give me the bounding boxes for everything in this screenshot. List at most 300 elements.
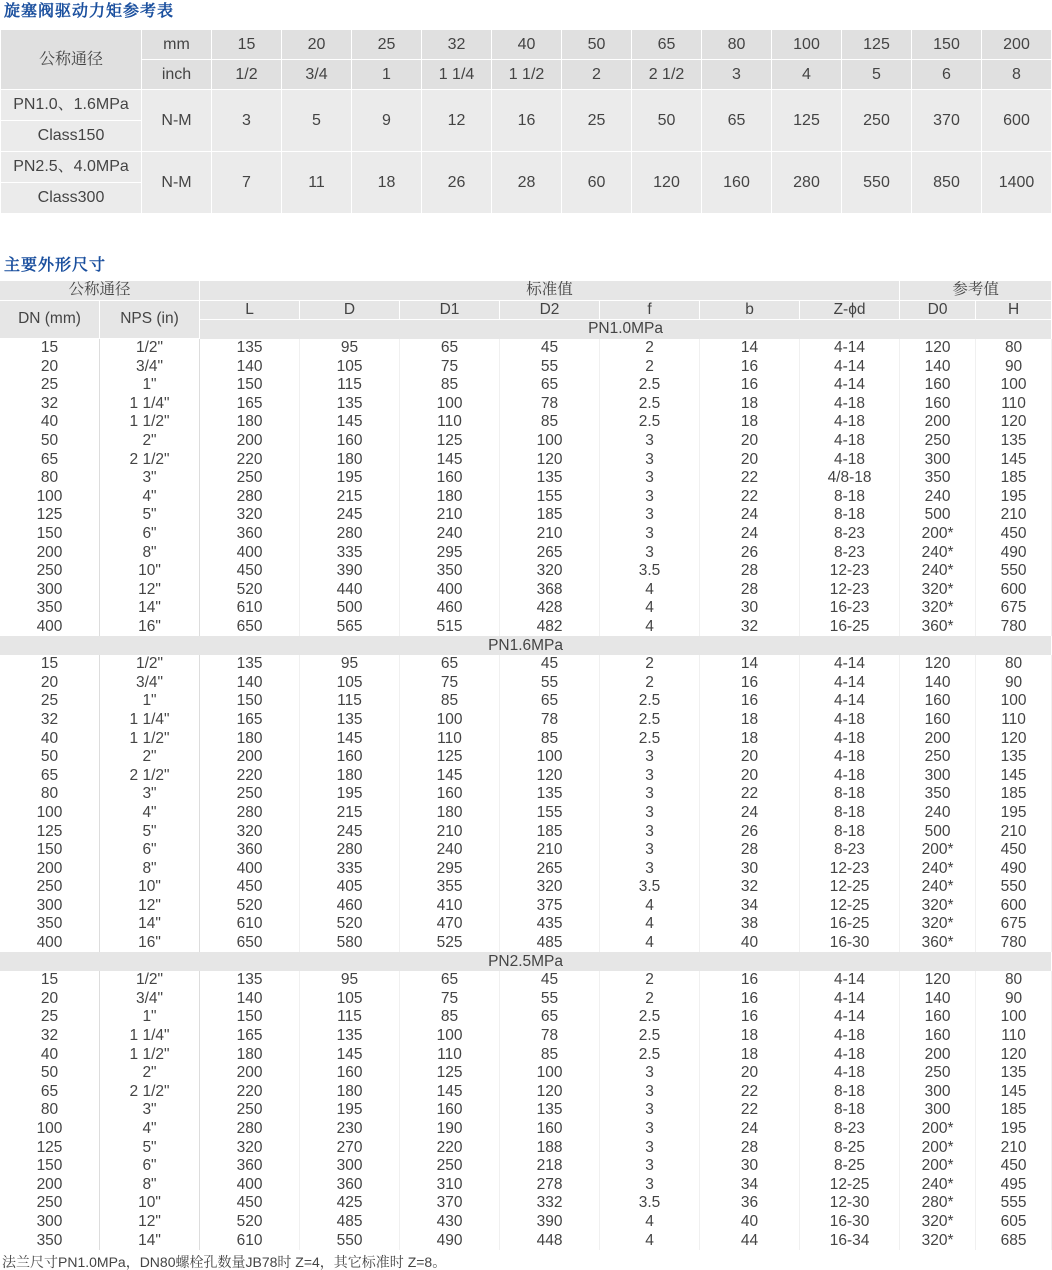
table-cell: 280 [300, 841, 400, 860]
table-cell: 4 [600, 934, 700, 953]
table-cell: 85 [400, 1008, 500, 1027]
table-cell: 12-25 [800, 878, 900, 897]
table-cell: 65 [0, 450, 100, 469]
table-cell: 2" [100, 1064, 200, 1083]
table-cell: 12-23 [800, 859, 900, 878]
table-cell: 180 [300, 1083, 400, 1102]
table-cell: 1" [100, 376, 200, 395]
table-cell: 18 [700, 1027, 800, 1046]
table-cell: 4-14 [800, 971, 900, 990]
table-cell: 75 [400, 673, 500, 692]
table-cell: 4 [600, 915, 700, 934]
table-cell: 4-14 [800, 357, 900, 376]
torque-value-cell: 125 [772, 90, 841, 151]
table-row [0, 525, 1052, 544]
table-cell: 6" [100, 1157, 200, 1176]
table-cell: 160 [400, 469, 500, 488]
table-cell: 400 [200, 859, 300, 878]
table-cell: 320* [900, 599, 976, 618]
size-inch-cell: 2 1/2 [632, 60, 701, 89]
table-cell: 3 [600, 859, 700, 878]
table-cell: 195 [300, 1101, 400, 1120]
torque-value-cell: 1400 [982, 152, 1051, 213]
pressure-section-row [0, 952, 1052, 971]
table-cell: 180 [200, 1045, 300, 1064]
table-cell: 95 [300, 339, 400, 358]
torque-value-cell: 850 [912, 152, 981, 213]
table-cell: 390 [500, 1213, 600, 1232]
table-cell: 4-18 [800, 450, 900, 469]
table-cell: 40 [700, 1213, 800, 1232]
unit-inch-label: inch [142, 60, 211, 89]
table-cell: 300 [900, 1101, 976, 1120]
table-cell: 1 1/2" [100, 413, 200, 432]
table-cell: 200* [900, 1157, 976, 1176]
table-cell: 160 [400, 1101, 500, 1120]
table-cell: 295 [400, 859, 500, 878]
table-cell: 135 [300, 1027, 400, 1046]
table-cell: 250 [200, 1101, 300, 1120]
table-cell: 100 [500, 1064, 600, 1083]
table-cell: 3 [600, 841, 700, 860]
torque-value-cell: 25 [562, 90, 631, 151]
table-cell: 3 [600, 766, 700, 785]
table-cell: 135 [500, 785, 600, 804]
table-cell: 300 [900, 450, 976, 469]
table-cell: 75 [400, 357, 500, 376]
table-cell: 125 [400, 1064, 500, 1083]
table-cell: 3 [600, 1138, 700, 1157]
table-cell: 18 [700, 395, 800, 414]
table-row [0, 692, 1052, 711]
table-row [0, 581, 1052, 600]
table-cell: 2 [600, 971, 700, 990]
table-cell: 24 [700, 804, 800, 823]
torque-value-cell: 600 [982, 90, 1051, 151]
col-header: D2 [500, 301, 600, 321]
col-nps-header: NPS (in) [100, 301, 200, 339]
table-cell: 780 [976, 934, 1052, 953]
table-cell: 240 [400, 841, 500, 860]
table-cell: 50 [0, 748, 100, 767]
table-cell: 5" [100, 506, 200, 525]
table-cell: 1/2" [100, 655, 200, 674]
table-cell: 150 [0, 1157, 100, 1176]
table-cell: 295 [400, 543, 500, 562]
table-cell: 8-18 [800, 1101, 900, 1120]
table-cell: 18 [700, 413, 800, 432]
table-cell: 2.5 [600, 729, 700, 748]
table-cell: 80 [0, 785, 100, 804]
table-cell: 140 [900, 990, 976, 1009]
table-cell: 4-18 [800, 766, 900, 785]
table-cell: 12" [100, 897, 200, 916]
table-cell: 218 [500, 1157, 600, 1176]
torque-value-cell: 16 [492, 90, 561, 151]
table-cell: 200* [900, 841, 976, 860]
table-cell: 135 [500, 469, 600, 488]
col-header: D [300, 301, 400, 321]
table-cell: 3 [600, 543, 700, 562]
table-row [0, 841, 1052, 860]
table-row [0, 1138, 1052, 1157]
table-cell: 400 [0, 934, 100, 953]
table-cell: 150 [0, 841, 100, 860]
table-cell: 280* [900, 1194, 976, 1213]
table-cell: 4-14 [800, 990, 900, 1009]
table-cell: 2" [100, 432, 200, 451]
table-cell: 65 [500, 376, 600, 395]
table-cell: 105 [300, 990, 400, 1009]
table-cell: 95 [300, 971, 400, 990]
table-cell: 32 [700, 878, 800, 897]
table-cell: 40 [700, 934, 800, 953]
size-inch-cell: 3/4 [282, 60, 351, 89]
table-row [0, 1194, 1052, 1213]
table-row [0, 1101, 1052, 1120]
table-cell: 320 [200, 1138, 300, 1157]
table-cell: 100 [400, 395, 500, 414]
torque-header-mm-row [1, 30, 1051, 59]
table-cell: 4-18 [800, 432, 900, 451]
table-cell: 1/2" [100, 339, 200, 358]
size-mm-cell: 15 [212, 30, 281, 59]
table-cell: 55 [500, 990, 600, 1009]
pressure-rating-label: PN1.0、1.6MPa [1, 90, 141, 120]
table-cell: 12-25 [800, 897, 900, 916]
table-cell: 20 [0, 673, 100, 692]
table-cell: 145 [400, 766, 500, 785]
table-cell: 3 [600, 432, 700, 451]
table-cell: 135 [200, 339, 300, 358]
table-row [0, 618, 1052, 637]
size-inch-cell: 1 [352, 60, 421, 89]
table-cell: 470 [400, 915, 500, 934]
table-cell: 78 [500, 711, 600, 730]
table-cell: 4 [600, 897, 700, 916]
table-cell: 220 [200, 766, 300, 785]
table-cell: 280 [200, 804, 300, 823]
table-cell: 675 [976, 915, 1052, 934]
table-cell: 180 [200, 729, 300, 748]
table-cell: 320* [900, 1213, 976, 1232]
table-cell: 160 [900, 1008, 976, 1027]
table-cell: 450 [976, 525, 1052, 544]
table-cell: 25 [0, 1008, 100, 1027]
table-cell: 675 [976, 599, 1052, 618]
size-mm-cell: 50 [562, 30, 631, 59]
table-cell: 135 [976, 432, 1052, 451]
torque-value-cell: 60 [562, 152, 631, 213]
table-cell: 280 [300, 525, 400, 544]
table-cell: 3" [100, 785, 200, 804]
table-cell: 400 [200, 1176, 300, 1195]
table-cell: 125 [400, 432, 500, 451]
table-cell: 55 [500, 673, 600, 692]
table-cell: 520 [200, 581, 300, 600]
table-cell: 520 [200, 1213, 300, 1232]
table-row [0, 915, 1052, 934]
torque-value-cell: 9 [352, 90, 421, 151]
table-cell: 120 [900, 655, 976, 674]
table-cell: 110 [400, 729, 500, 748]
table-cell: 195 [300, 469, 400, 488]
table-cell: 3 [600, 1176, 700, 1195]
table-cell: 240* [900, 859, 976, 878]
size-inch-cell: 1 1/2 [492, 60, 561, 89]
torque-table [0, 29, 1052, 214]
table-cell: 1" [100, 1008, 200, 1027]
table-row [0, 1045, 1052, 1064]
table-row [0, 506, 1052, 525]
dimensions-table-title: 主要外形尺寸 [4, 255, 107, 274]
table-cell: 3.5 [600, 562, 700, 581]
table-cell: 2.5 [600, 1045, 700, 1064]
table-cell: 4 [600, 599, 700, 618]
table-row [0, 785, 1052, 804]
table-cell: 3 [600, 1157, 700, 1176]
table-cell: 160 [900, 376, 976, 395]
table-row [0, 469, 1052, 488]
table-cell: 150 [200, 692, 300, 711]
table-cell: 270 [300, 1138, 400, 1157]
table-cell: 80 [0, 469, 100, 488]
table-cell: 20 [0, 990, 100, 1009]
table-row [0, 804, 1052, 823]
table-cell: 30 [700, 1157, 800, 1176]
table-cell: 115 [300, 692, 400, 711]
footnote: 法兰尺寸PN1.0MPa，DN80螺栓孔数量JB78时 Z=4，其它标准时 Z=8。 [2, 1254, 447, 1270]
size-mm-cell: 20 [282, 30, 351, 59]
table-cell: 80 [976, 655, 1052, 674]
table-cell: 1/2" [100, 971, 200, 990]
table-cell: 215 [300, 488, 400, 507]
table-cell: 15 [0, 971, 100, 990]
table-cell: 185 [500, 506, 600, 525]
torque-value-cell: 370 [912, 90, 981, 151]
table-cell: 360 [300, 1176, 400, 1195]
size-mm-cell: 40 [492, 30, 561, 59]
table-cell: 265 [500, 859, 600, 878]
table-cell: 3" [100, 469, 200, 488]
table-cell: 780 [976, 618, 1052, 637]
table-cell: 4" [100, 488, 200, 507]
table-cell: 8" [100, 859, 200, 878]
table-cell: 8-23 [800, 1120, 900, 1139]
table-cell: 85 [500, 413, 600, 432]
table-cell: 20 [700, 432, 800, 451]
table-cell: 278 [500, 1176, 600, 1195]
size-inch-cell: 1/2 [212, 60, 281, 89]
table-cell: 85 [400, 692, 500, 711]
table-cell: 8-23 [800, 841, 900, 860]
table-cell: 200 [900, 1045, 976, 1064]
table-cell: 16 [700, 376, 800, 395]
size-mm-cell: 32 [422, 30, 491, 59]
col-header: D1 [400, 301, 500, 321]
table-cell: 3 [600, 469, 700, 488]
table-cell: 80 [976, 971, 1052, 990]
table-cell: 12" [100, 581, 200, 600]
size-mm-cell: 125 [842, 30, 911, 59]
table-cell: 32 [0, 395, 100, 414]
table-cell: 110 [400, 413, 500, 432]
table-cell: 4 [600, 618, 700, 637]
table-cell: 32 [0, 1027, 100, 1046]
table-cell: 40 [0, 729, 100, 748]
table-cell: 145 [400, 1083, 500, 1102]
table-cell: 240 [900, 488, 976, 507]
torque-value-cell: 11 [282, 152, 351, 213]
table-cell: 145 [300, 729, 400, 748]
table-cell: 36 [700, 1194, 800, 1213]
table-cell: 65 [500, 692, 600, 711]
table-cell: 490 [976, 859, 1052, 878]
table-cell: 45 [500, 339, 600, 358]
table-cell: 160 [900, 395, 976, 414]
table-cell: 55 [500, 357, 600, 376]
pressure-section-label: PN1.6MPa [0, 636, 1052, 655]
torque-row [1, 152, 1051, 182]
table-cell: 450 [200, 1194, 300, 1213]
table-cell: 12-30 [800, 1194, 900, 1213]
table-cell: 16-23 [800, 599, 900, 618]
table-cell: 490 [976, 543, 1052, 562]
table-cell: 4-18 [800, 729, 900, 748]
table-cell: 145 [300, 413, 400, 432]
table-cell: 195 [300, 785, 400, 804]
table-cell: 610 [200, 915, 300, 934]
table-cell: 155 [500, 804, 600, 823]
table-cell: 3 [600, 1064, 700, 1083]
table-cell: 50 [0, 432, 100, 451]
table-row [0, 766, 1052, 785]
table-cell: 482 [500, 618, 600, 637]
table-cell: 8-18 [800, 785, 900, 804]
table-cell: 140 [200, 673, 300, 692]
table-cell: 435 [500, 915, 600, 934]
table-cell: 250 [900, 432, 976, 451]
group-nominal-label: 公称通径 [0, 281, 200, 301]
table-cell: 95 [300, 655, 400, 674]
table-row [0, 990, 1052, 1009]
table-row [0, 822, 1052, 841]
table-cell: 185 [976, 469, 1052, 488]
table-cell: 350 [0, 1231, 100, 1250]
table-cell: 485 [300, 1213, 400, 1232]
table-cell: 18 [700, 711, 800, 730]
table-cell: 135 [500, 1101, 600, 1120]
table-cell: 2 [600, 357, 700, 376]
table-cell: 300 [0, 1213, 100, 1232]
table-cell: 16-25 [800, 618, 900, 637]
table-cell: 10" [100, 562, 200, 581]
table-cell: 195 [976, 488, 1052, 507]
table-cell: 485 [500, 934, 600, 953]
col-header: f [600, 301, 700, 321]
table-cell: 4-18 [800, 748, 900, 767]
col-header: D0 [900, 301, 976, 321]
size-mm-cell: 200 [982, 30, 1051, 59]
table-cell: 100 [400, 711, 500, 730]
table-cell: 200 [900, 729, 976, 748]
table-cell: 8-25 [800, 1157, 900, 1176]
table-cell: 2.5 [600, 376, 700, 395]
torque-value-cell: 120 [632, 152, 701, 213]
table-cell: 10" [100, 878, 200, 897]
table-cell: 85 [500, 1045, 600, 1064]
nominal-diameter-label: 公称通径 [1, 30, 141, 89]
table-cell: 34 [700, 1176, 800, 1195]
table-cell: 16 [700, 692, 800, 711]
table-cell: 16-34 [800, 1231, 900, 1250]
table-cell: 180 [400, 804, 500, 823]
table-cell: 38 [700, 915, 800, 934]
table-cell: 685 [976, 1231, 1052, 1250]
table-cell: 110 [400, 1045, 500, 1064]
table-cell: 320* [900, 1231, 976, 1250]
table-cell: 1 1/2" [100, 1045, 200, 1064]
table-cell: 210 [500, 525, 600, 544]
table-cell: 405 [300, 878, 400, 897]
table-cell: 40 [0, 1045, 100, 1064]
table-row [0, 1231, 1052, 1250]
table-row [0, 934, 1052, 953]
table-cell: 160 [300, 748, 400, 767]
table-cell: 448 [500, 1231, 600, 1250]
table-cell: 160 [300, 1064, 400, 1083]
table-cell: 90 [976, 990, 1052, 1009]
table-cell: 180 [300, 450, 400, 469]
table-cell: 240* [900, 543, 976, 562]
table-cell: 4-18 [800, 413, 900, 432]
table-cell: 650 [200, 934, 300, 953]
table-cell: 300 [0, 897, 100, 916]
table-cell: 120 [500, 766, 600, 785]
table-cell: 100 [500, 748, 600, 767]
table-cell: 125 [0, 822, 100, 841]
table-cell: 125 [400, 748, 500, 767]
table-cell: 580 [300, 934, 400, 953]
table-cell: 28 [700, 562, 800, 581]
table-cell: 360 [200, 525, 300, 544]
table-cell: 14" [100, 1231, 200, 1250]
table-cell: 45 [500, 655, 600, 674]
table-cell: 6" [100, 841, 200, 860]
table-cell: 6" [100, 525, 200, 544]
table-cell: 210 [976, 506, 1052, 525]
table-cell: 190 [400, 1120, 500, 1139]
table-row [0, 748, 1052, 767]
table-cell: 30 [700, 859, 800, 878]
table-cell: 250 [400, 1157, 500, 1176]
table-cell: 110 [976, 395, 1052, 414]
table-cell: 32 [700, 618, 800, 637]
size-mm-cell: 65 [632, 30, 701, 59]
table-cell: 145 [976, 1083, 1052, 1102]
table-cell: 90 [976, 357, 1052, 376]
table-cell: 75 [400, 990, 500, 1009]
table-cell: 4 [600, 581, 700, 600]
table-cell: 320* [900, 915, 976, 934]
table-cell: 220 [200, 450, 300, 469]
table-cell: 155 [500, 488, 600, 507]
table-cell: 450 [200, 878, 300, 897]
col-header: L [200, 301, 300, 321]
table-cell: 600 [976, 897, 1052, 916]
table-cell: 3/4" [100, 357, 200, 376]
table-cell: 450 [976, 1157, 1052, 1176]
